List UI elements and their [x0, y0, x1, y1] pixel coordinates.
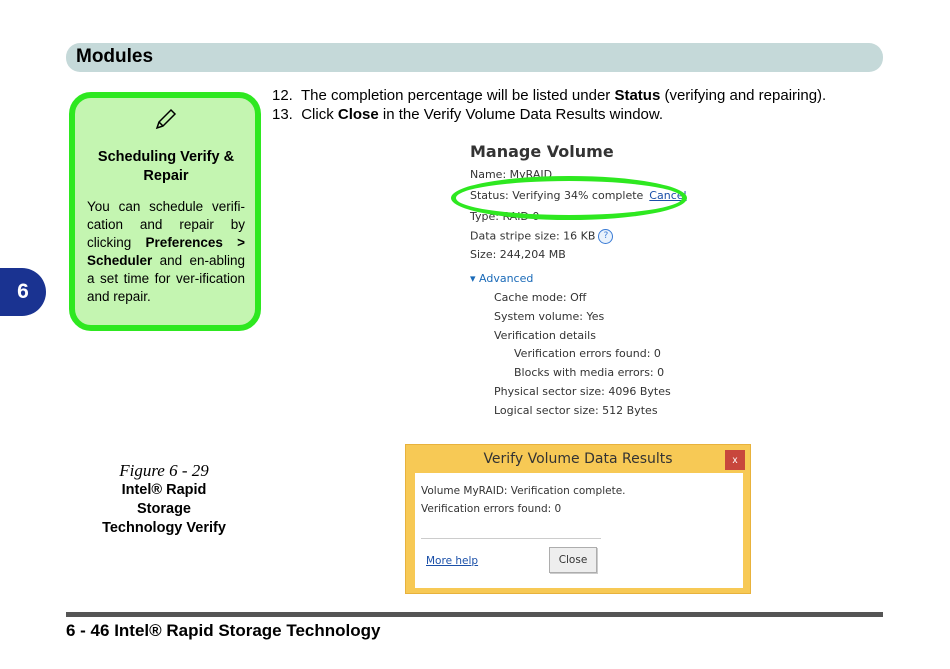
- section-title: Modules: [76, 46, 154, 67]
- close-button[interactable]: Close: [549, 547, 597, 573]
- verify-results-dialog: [405, 444, 751, 594]
- advanced-toggle[interactable]: ▾ Advanced: [470, 272, 534, 285]
- system-volume: System volume: Yes: [494, 310, 605, 323]
- dialog-body: [415, 473, 743, 588]
- dialog-title: Verify Volume Data Results: [483, 451, 673, 467]
- physical-sector-size: Physical sector size: 4096 Bytes: [494, 385, 671, 398]
- dialog-errors: Verification errors found: 0: [421, 503, 562, 515]
- volume-name: Name: MyRAID: [470, 168, 553, 181]
- cache-mode: Cache mode: Off: [494, 291, 587, 304]
- volume-type: Type: RAID 0: [470, 210, 540, 223]
- note-title: Scheduling Verify & Repair: [97, 149, 235, 184]
- figure-number: Figure 6 - 29: [119, 461, 209, 480]
- note-body: You can schedule verifi-cation and repair by clicking Preferences > Scheduler and en-abling a set time for ver-ification and repair.: [87, 199, 246, 304]
- data-stripe-size: Data stripe size: 16 KB ?: [470, 229, 613, 244]
- page-footer: 6 - 46 Intel® Rapid Storage Technology: [66, 621, 381, 640]
- help-icon[interactable]: ?: [598, 229, 613, 244]
- pencil-icon: [153, 108, 177, 132]
- step-12: 12. The completion percentage will be listed under Status (verifying and repairing).: [272, 87, 827, 104]
- chapter-tab: 6: [0, 268, 46, 316]
- steps-list: [272, 86, 826, 124]
- dialog-message: Volume MyRAID: Verification complete.: [421, 485, 626, 497]
- more-help-link[interactable]: More help: [426, 555, 479, 567]
- cancel-link[interactable]: Cancel: [649, 189, 687, 202]
- dialog-divider: [421, 538, 601, 539]
- volume-size: Size: 244,204 MB: [470, 248, 566, 261]
- footer-rule: [66, 612, 883, 617]
- note-box: [69, 92, 261, 331]
- figure-title: Intel® Rapid Storage Technology Verify: [102, 482, 226, 536]
- verification-errors: Verification errors found: 0: [514, 347, 661, 360]
- status-highlight-ellipse: [451, 176, 687, 220]
- volume-status: Status: Verifying 34% complete Cancel: [470, 189, 687, 202]
- step-13: 13. Click Close in the Verify Volume Data Results window.: [272, 106, 664, 123]
- logical-sector-size: Logical sector size: 512 Bytes: [494, 404, 658, 417]
- header-bar: [66, 43, 883, 72]
- verification-details: Verification details: [494, 329, 596, 342]
- figure-caption: [100, 461, 228, 538]
- close-icon[interactable]: x: [725, 450, 745, 470]
- manage-volume-title: Manage Volume: [470, 142, 614, 161]
- media-errors: Blocks with media errors: 0: [514, 366, 665, 379]
